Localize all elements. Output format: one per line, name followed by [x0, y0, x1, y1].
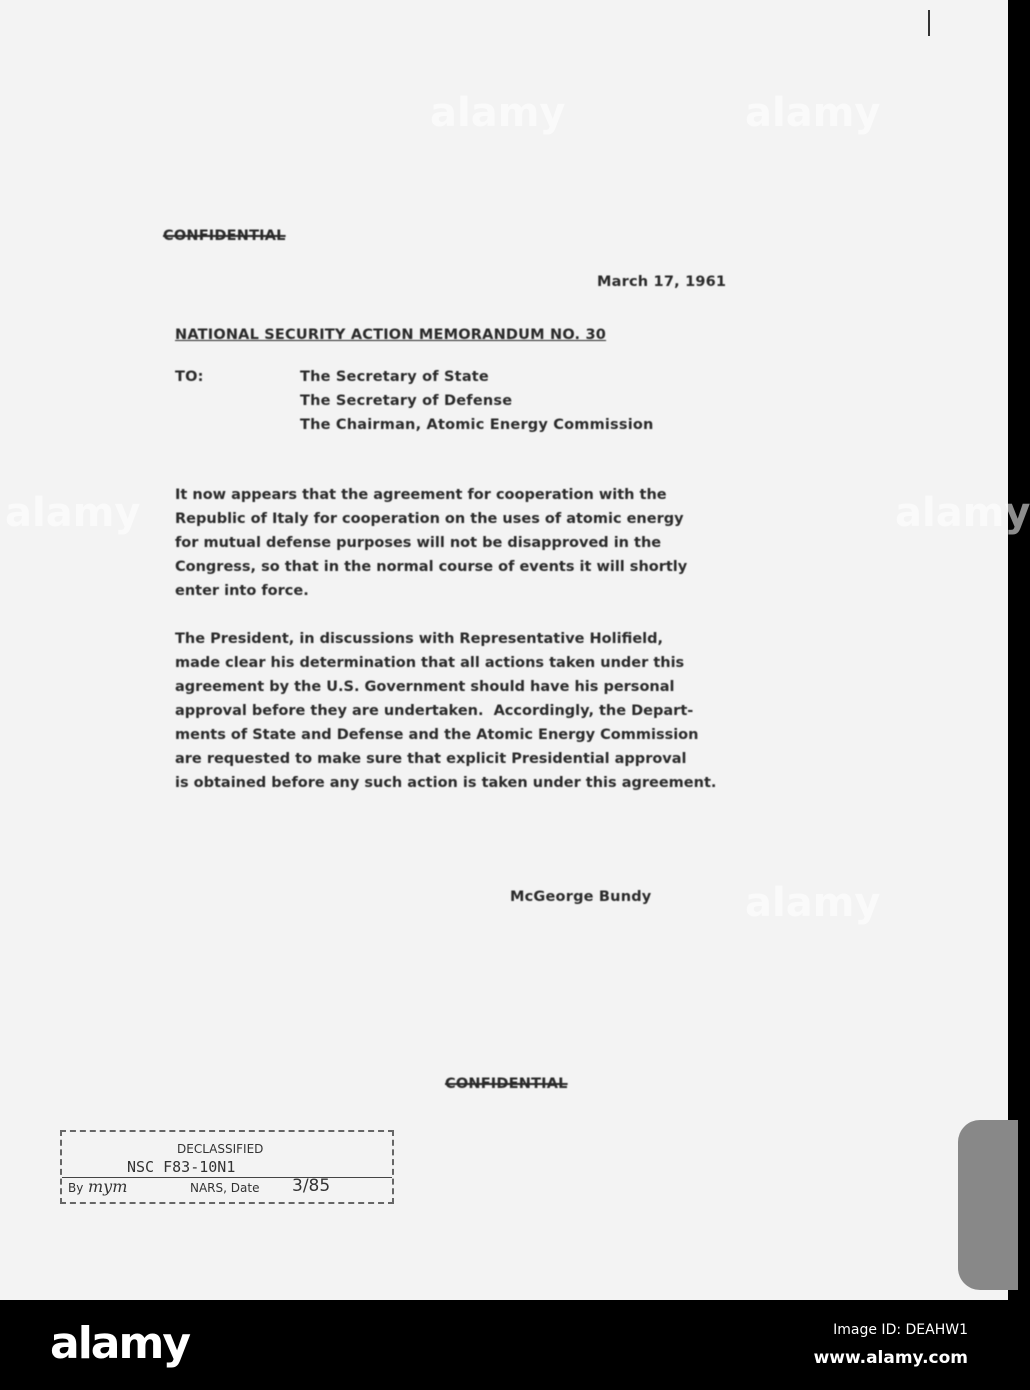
signature-name: McGeorge Bundy — [510, 889, 652, 905]
watermark: alamy — [430, 90, 566, 136]
page-mark — [928, 10, 930, 36]
classification-bottom: CONFIDENTIAL — [445, 1076, 568, 1092]
stamp-by-label: By — [68, 1181, 84, 1195]
watermark: alamy — [5, 490, 141, 536]
memo-title: NATIONAL SECURITY ACTION MEMORANDUM NO. 30 — [175, 327, 607, 343]
alamy-logo: alamy — [50, 1318, 189, 1369]
stamp-nars-label: NARS, Date — [190, 1181, 260, 1195]
recipient: The Secretary of State — [300, 369, 489, 385]
watermark: alamy — [745, 90, 881, 136]
paragraph-line: agreement by the U.S. Government should have his personal — [175, 679, 675, 695]
footer-bar — [0, 1300, 1008, 1390]
paragraph-line: The President, in discussions with Representative Holifield, — [175, 631, 664, 647]
stamp-case: NSC F83-10N1 — [127, 1158, 236, 1176]
paragraph-line: is obtained before any such action is taken under this agreement. — [175, 775, 717, 791]
recipient: The Secretary of Defense — [300, 393, 513, 409]
paragraph-line: for mutual defense purposes will not be disapproved in the — [175, 535, 662, 551]
paragraph-line: ments of State and Defense and the Atomic Energy Commission — [175, 727, 699, 743]
memo-date: March 17, 1961 — [597, 274, 727, 290]
paragraph-line: Republic of Italy for cooperation on the uses of atomic energy — [175, 511, 684, 527]
stamp-title: DECLASSIFIED — [177, 1142, 264, 1156]
paragraph-line: enter into force. — [175, 583, 309, 599]
declassified-stamp — [60, 1130, 394, 1204]
folder-tab — [958, 1120, 1018, 1290]
paragraph-line: made clear his determination that all actions taken under this — [175, 655, 685, 671]
stamp-date: 3/85 — [292, 1176, 331, 1196]
paragraph-line: approval before they are undertaken. Accordingly, the Depart- — [175, 703, 694, 719]
image-id: Image ID: DEAHW1 — [833, 1322, 968, 1338]
alamy-url[interactable]: www.alamy.com — [813, 1348, 968, 1368]
to-label: TO: — [175, 369, 204, 385]
watermark: alamy — [895, 490, 1030, 536]
paragraph-line: It now appears that the agreement for cooperation with the — [175, 487, 667, 503]
recipient: The Chairman, Atomic Energy Commission — [300, 417, 654, 433]
paragraph-line: Congress, so that in the normal course of events it will shortly — [175, 559, 688, 575]
stamp-initials: mym — [88, 1177, 128, 1196]
watermark: alamy — [745, 880, 881, 926]
paragraph-line: are requested to make sure that explicit Presidential approval — [175, 751, 687, 767]
classification-top: CONFIDENTIAL — [163, 228, 286, 244]
